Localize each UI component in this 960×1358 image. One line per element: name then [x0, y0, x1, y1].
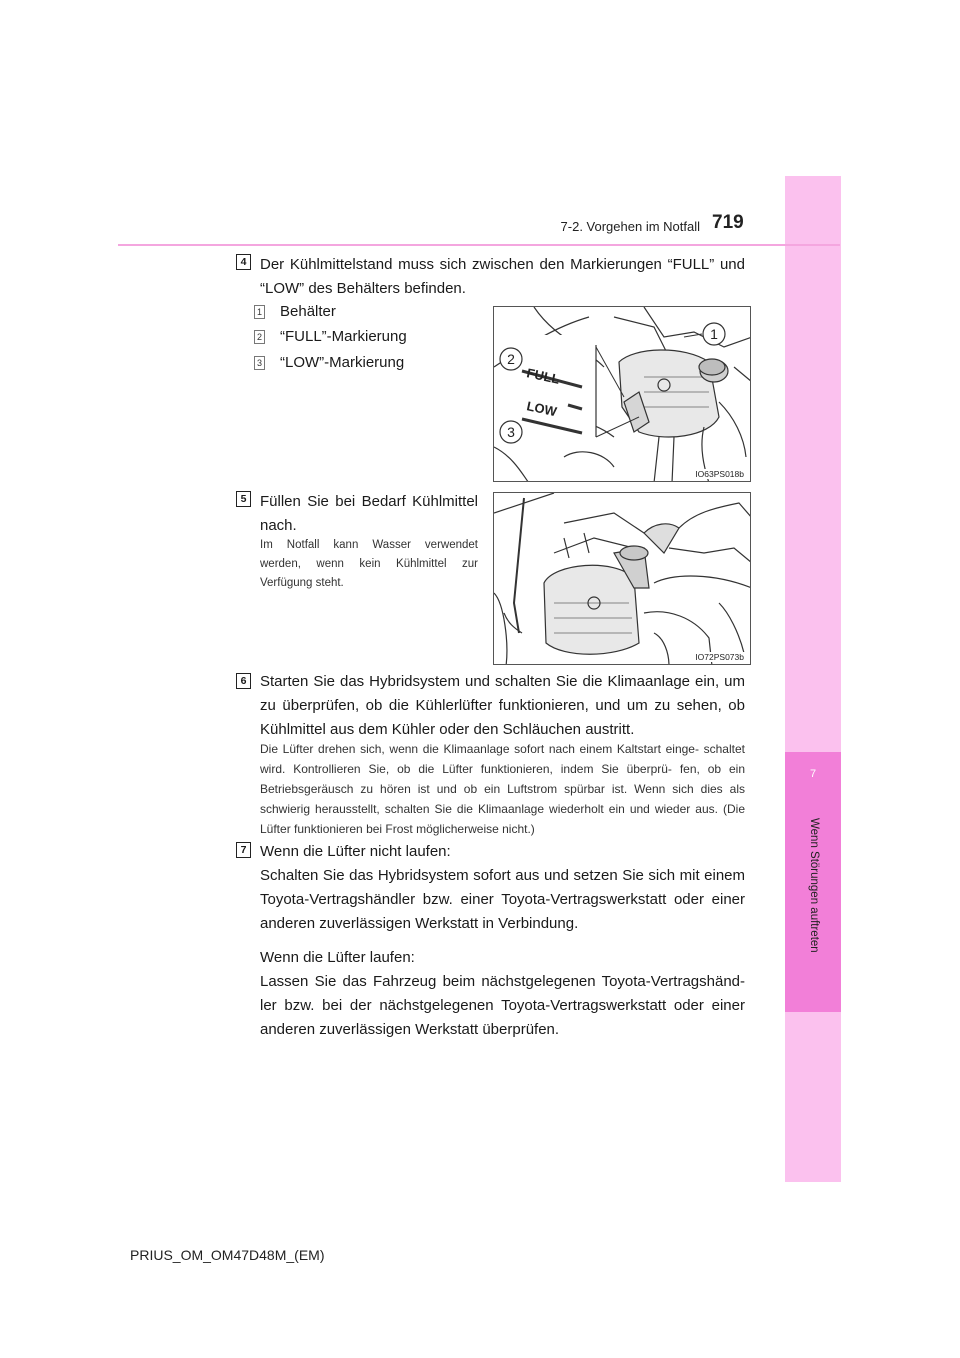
step-7-case1-title: Wenn die Lüfter nicht laufen: — [260, 843, 451, 860]
coolant-reservoir-illustration — [493, 306, 751, 482]
item-marker-1: 1 — [254, 305, 265, 319]
step-6-text: Starten Sie das Hybridsystem und schalten Sie die Klimaanlage ein, um zu überprüfen, ob die Kühlerlüfter funktionieren, und um zu sehen, ob Kühlmittel aus dem Kühler oder den Schläuchen austritt. — [260, 673, 745, 738]
callout-3: 3 — [507, 424, 515, 440]
reservoir-drawing — [494, 307, 751, 482]
item-marker-2: 2 — [254, 330, 265, 344]
step-4-text: Der Kühlmittelstand muss sich zwischen den Markierungen “FULL” und “LOW” des Behälters befinden. — [260, 256, 745, 297]
figure-code-2: IO72PS073b — [695, 652, 744, 662]
step-7-case1-text: Schalten Sie das Hybridsystem sofort aus und setzen Sie sich mit einem Toyota-Vertragshändler bzw. einer Toyota-Vertragswerkstatt oder einer anderen zuverlässigen Werkstatt in Verbindung. — [260, 867, 745, 932]
step-5-note: Im Notfall kann Wasser verwendet werden, wenn kein Kühlmittel zur Verfügung steht. — [260, 539, 478, 589]
step-marker-6: 6 — [236, 673, 251, 689]
item-marker-3: 3 — [254, 356, 265, 370]
step-7-case2-title: Wenn die Lüfter laufen: — [260, 949, 415, 966]
item-label-container: Behälter — [280, 303, 336, 320]
side-tab-strip — [785, 176, 841, 1182]
document-id: PRIUS_OM_OM47D48M_(EM) — [130, 1247, 325, 1263]
item-label-full-mark: “FULL”-Markierung — [280, 328, 407, 345]
figure-code-1: IO63PS018b — [695, 469, 744, 479]
callout-2: 2 — [507, 351, 515, 367]
side-tab-label-text: Wenn Störungen auftreten — [808, 818, 820, 953]
callout-1: 1 — [710, 326, 718, 342]
section-title: 7-2. Vorgehen im Notfall — [560, 219, 700, 234]
step-marker-5: 5 — [236, 491, 251, 507]
header-rule — [118, 244, 840, 246]
step-5-text: Füllen Sie bei Bedarf Kühlmittel nach. — [260, 493, 478, 534]
side-tab-chapter-number: 7 — [809, 768, 817, 780]
item-label-low-mark: “LOW”-Markierung — [280, 354, 405, 371]
step-marker-4: 4 — [236, 254, 251, 270]
coolant-refill-illustration — [493, 492, 751, 665]
step-7-case2-text: Lassen Sie das Fahrzeug beim nächstgelegenen Toyota-Vertragshänd- ler bzw. bei der nächstgelegenen Toyota-Vertragswerkstatt oder einer anderen zuverlässigen Werkstatt überprüfen. — [260, 973, 745, 1038]
step-marker-7: 7 — [236, 842, 251, 858]
step-6-note: Die Lüfter drehen sich, wenn die Klimaanlage sofort nach einem Kaltstart einge- schaltet wird. Kontrollieren Sie, ob die Lüfter funktionieren, indem Sie überprü- fen, ob ein Betriebsgeräusch zu hören ist und ob ein Luftstrom spürbar ist. Wenn sich dies als schwierig herausstellt, schalten Sie die Klimaanlage wiederholt ein und wieder aus. (Die Lüfter funktionieren bei Frost möglicherweise nicht.) — [260, 742, 745, 836]
low-mark-label: LOW — [525, 398, 559, 420]
full-mark-label: FULL — [525, 365, 561, 387]
side-tab-label — [804, 818, 820, 998]
refill-drawing — [494, 493, 751, 665]
page-number: 719 — [712, 212, 744, 233]
